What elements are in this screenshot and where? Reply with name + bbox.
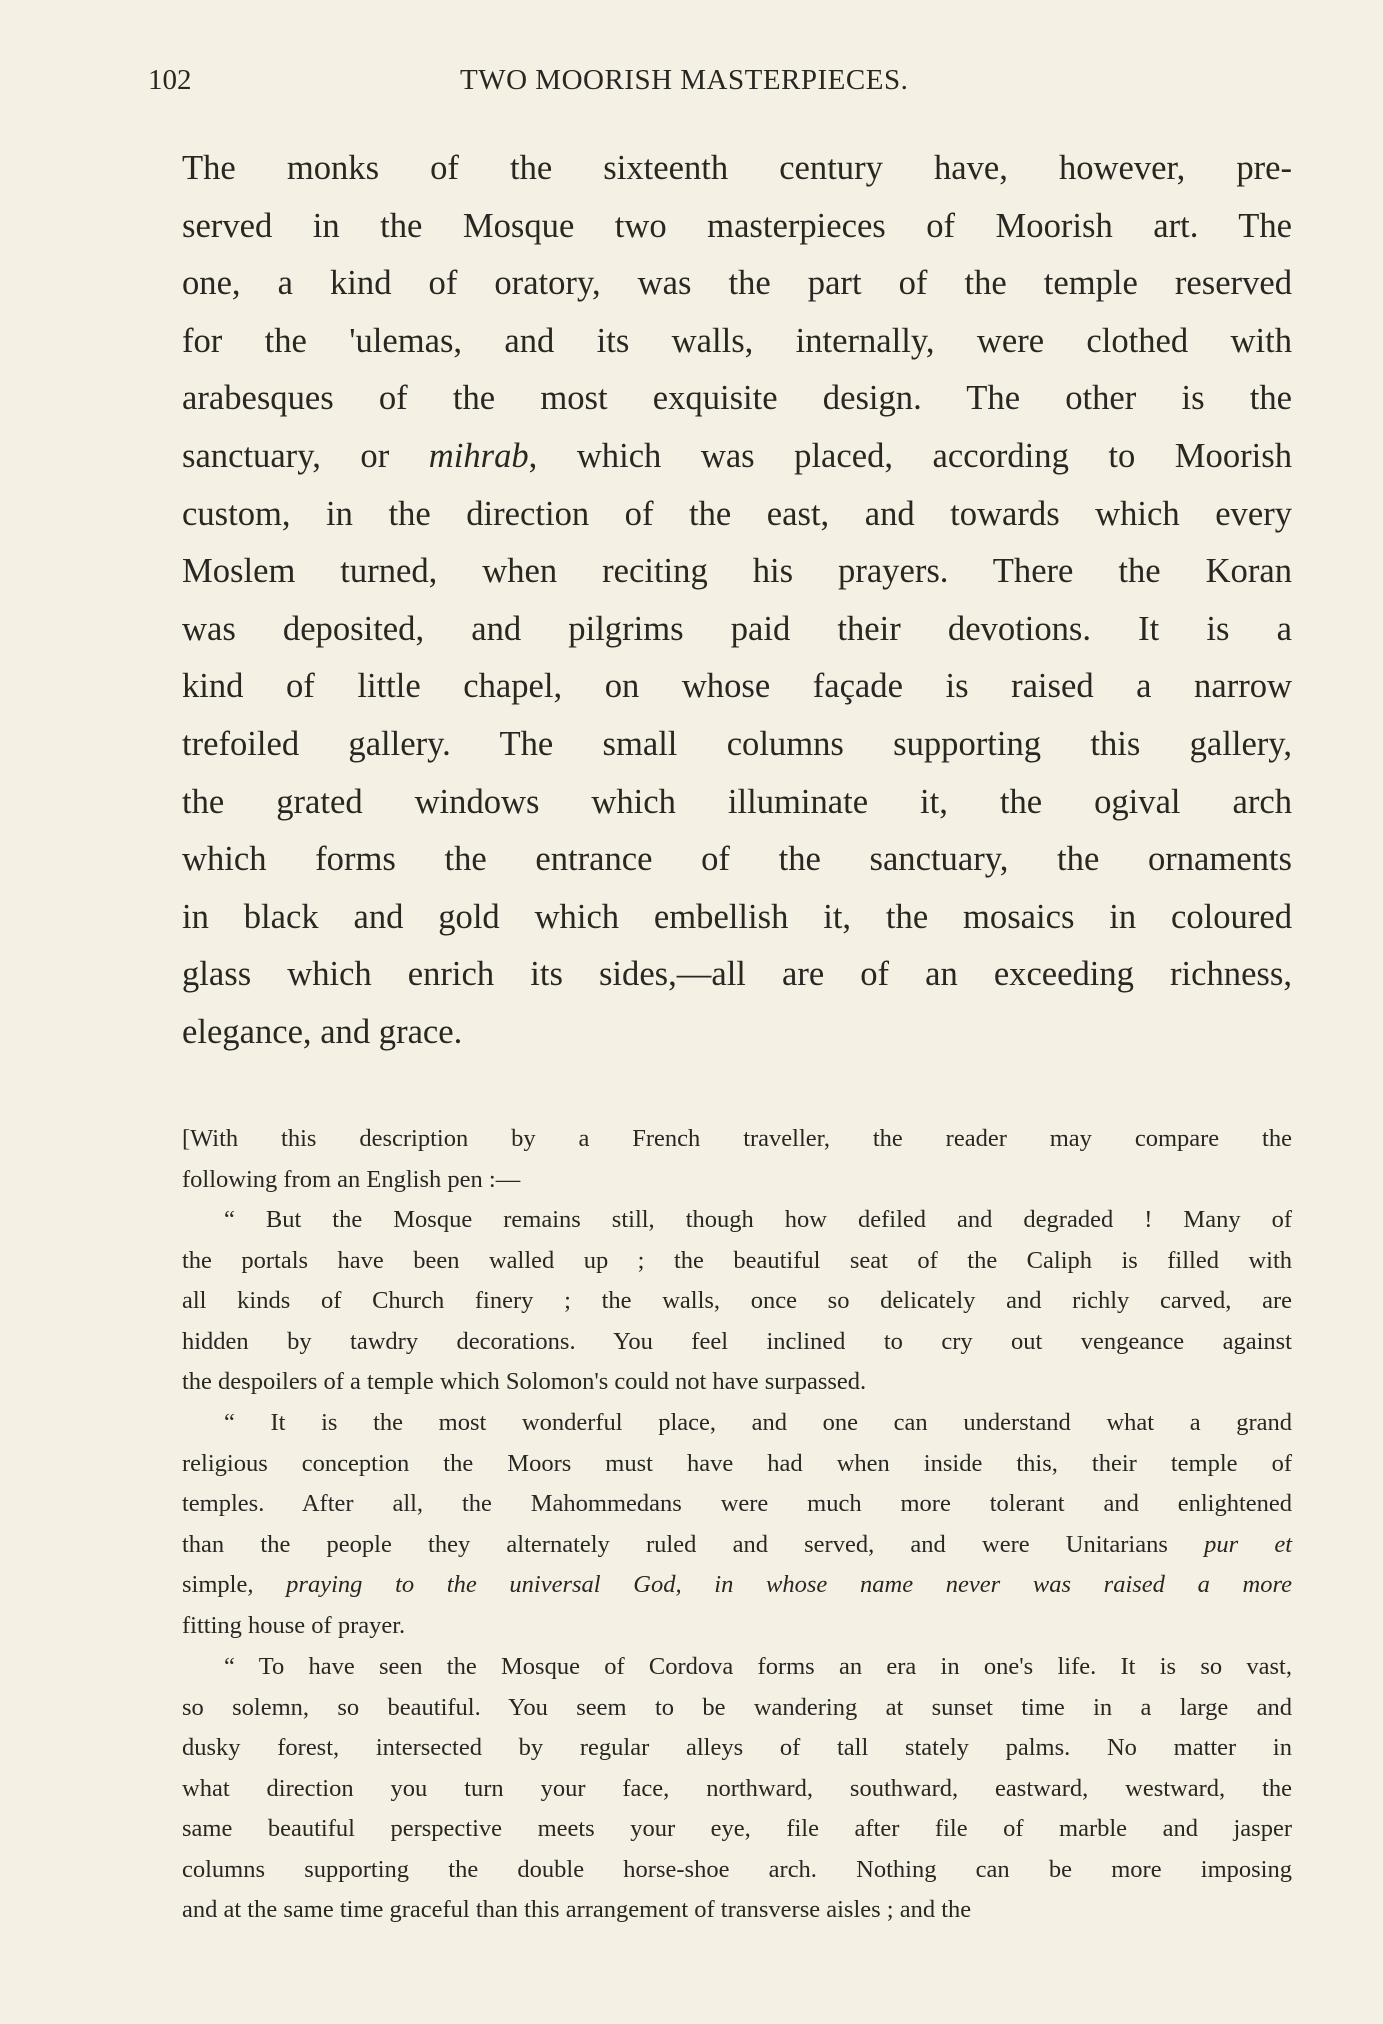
running-head [148,64,1235,108]
text-line: following from an English pen :— [182,1165,521,1193]
text-line: “ It is the most wonderful place, and one can understand what a grand [224,1409,1292,1436]
text-line: served in the Mosque two masterpieces of Moorish art. The [182,206,1292,245]
text-line: sanctuary, or mihrab, which was placed, according to Moorish [182,436,1292,475]
text-line: the grated windows which illuminate it, the ogival arch [182,782,1292,821]
text-line: “ But the Mosque remains still, though how defiled and degraded ! Many of [224,1206,1292,1233]
text-line: temples. After all, the Mahommedans were much more tolerant and enlightened [182,1490,1292,1517]
text-line: all kinds of Church finery ; the walls, once so delicately and richly carved, are [182,1287,1292,1314]
text-line: religious conception the Moors must have had when inside this, their temple of [182,1449,1292,1477]
text-line: hidden by tawdry decorations. You feel inclined to cry out vengeance against [182,1327,1292,1355]
text-line: the despoilers of a temple which Solomon's could not have surpassed. [182,1368,867,1395]
text-line: kind of little chapel, on whose façade is raised a narrow [182,667,1292,706]
quote-paragraph-3 [182,1647,1292,1931]
text-line: was deposited, and pilgrims paid their devotions. It is a [182,609,1292,648]
page-number: 102 [148,64,192,96]
text-line: which forms the entrance of the sanctuary, the ornaments [182,840,1292,879]
text-line: the portals have been walled up ; the beautiful seat of the Caliph is filled with [182,1246,1292,1274]
text-line: [With this description by a French traveller, the reader may compare the [182,1125,1292,1152]
quote-paragraph-2 [182,1403,1292,1646]
text-line: columns supporting the double horse-shoe arch. Nothing can be more imposing [182,1855,1292,1883]
text-line: trefoiled gallery. The small columns supporting this gallery, [182,724,1292,763]
text-line: dusky forest, intersected by regular alleys of tall stately palms. No matter in [182,1734,1292,1761]
text-line: than the people they alternately ruled and served, and were Unitarians pur et [182,1530,1293,1558]
text-line: “ To have seen the Mosque of Cordova forms an era in one's life. It is so vast, [224,1653,1292,1680]
text-line: custom, in the direction of the east, and towards which every [182,494,1292,533]
quote-paragraph-1 [182,1200,1292,1403]
text-line: same beautiful perspective meets your eye, file after file of marble and jasper [182,1815,1292,1842]
main-paragraph [182,140,1292,1062]
text-line: one, a kind of oratory, was the part of the temple reserved [182,264,1292,303]
running-title: TWO MOORISH MASTERPIECES. [460,64,909,96]
text-line: arabesques of the most exquisite design. The other is the [182,379,1292,418]
text-line: what direction you turn your face, northward, southward, eastward, westward, the [182,1774,1292,1802]
text-line: for the 'ulemas, and its walls, internally, were clothed with [182,321,1292,360]
text-line: simple, praying to the universal God, in whose name never was raised a more [182,1571,1292,1598]
text-line: Moslem turned, when reciting his prayers. There the Koran [182,552,1292,591]
text-line: so solemn, so beautiful. You seem to be wandering at sunset time in a large and [182,1693,1292,1721]
text-line: in black and gold which embellish it, the mosaics in coloured [182,897,1292,936]
text-line: fitting house of prayer. [182,1611,406,1639]
text-line: and at the same time graceful than this arrangement of transverse aisles ; and the [182,1896,972,1923]
note-intro [182,1119,1292,1200]
text-line: elegance, and grace. [182,1012,463,1051]
text-line: glass which enrich its sides,—all are of an exceeding richness, [182,955,1292,994]
text-line: The monks of the sixteenth century have, however, pre- [182,149,1292,187]
